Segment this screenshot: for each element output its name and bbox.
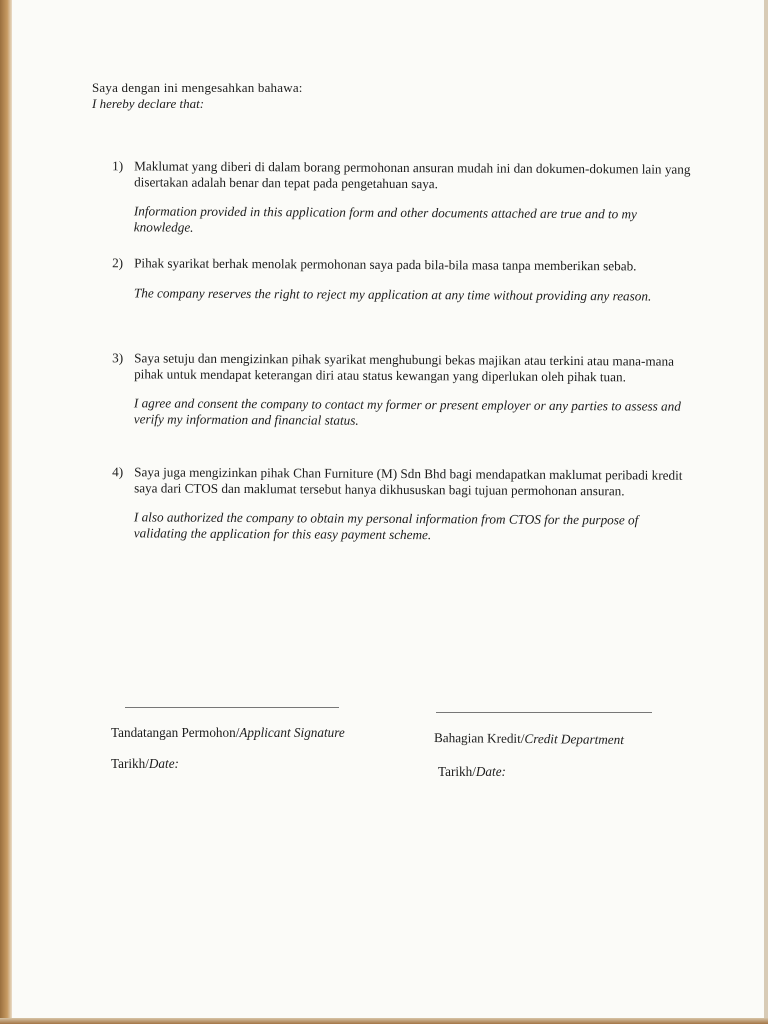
- declaration-item-4: [112, 464, 692, 544]
- item-text-english: Information provided in this application form and other documents attached are true and to my knowledge.: [133, 203, 637, 235]
- credit-department-label: Bahagian Kredit/Credit Department: [433, 730, 625, 747]
- credit-department-line: [436, 712, 652, 713]
- item-text-english: The company reserves the right to reject my application at any time without providing any reason.: [133, 284, 652, 304]
- declaration-item-1: [112, 158, 692, 238]
- credit-date-label: Tarikh/Date:: [438, 764, 506, 779]
- item-number: 4): [112, 464, 124, 480]
- item-text-english: I agree and consent the company to contact my former or present employer or any parties to assess and verify my information and financial status.: [133, 395, 681, 428]
- item-text-malay: Maklumat yang diberi di dalam borang permohonan ansuran mudah ini dan dokumen-dokumen lain yang disertakan adalah benar dan tepat pada pengetahuan saya.: [134, 158, 691, 191]
- declaration-intro: [92, 80, 303, 112]
- item-text-malay: Saya juga mengizinkan pihak Chan Furniture (M) Sdn Bhd bagi mendapatkan maklumat peribadi kredit saya dari CTOS dan maklumat tersebut hanya dikhususkan bagi tujuan permohonan ansuran.: [134, 464, 683, 498]
- table-surface-right: [764, 0, 768, 1024]
- declaration-item-2: [112, 255, 692, 304]
- intro-english: I hereby declare that:: [92, 96, 205, 111]
- item-number: 3): [112, 350, 124, 366]
- item-number: 2): [112, 255, 124, 271]
- item-text-english: I also authorized the company to obtain my personal information from CTOS for the purpose of validating the application for this easy payment scheme.: [133, 509, 639, 542]
- table-surface-bottom: [0, 1018, 768, 1024]
- item-text-malay: Pihak syarikat berhak menolak permohonan saya pada bila-bila masa tanpa memberikan sebab.: [134, 255, 637, 274]
- item-text-malay: Saya setuju dan mengizinkan pihak syarikat menghubungi bekas majikan atau terkini atau mana-mana pihak untuk mendapat keterangan diri atau status kewangan yang diperlukan oleh pihak tuan.: [134, 350, 675, 384]
- item-number: 1): [112, 158, 124, 174]
- declaration-page: [12, 0, 764, 1024]
- applicant-date-label: Tarikh/Date:: [111, 756, 179, 771]
- declaration-item-3: [112, 350, 692, 430]
- intro-malay: Saya dengan ini mengesahkan bahawa:: [92, 80, 303, 95]
- table-surface-left: [0, 0, 12, 1024]
- applicant-signature-line: [125, 707, 339, 708]
- applicant-signature-label: Tandatangan Permohon/Applicant Signature: [111, 725, 345, 740]
